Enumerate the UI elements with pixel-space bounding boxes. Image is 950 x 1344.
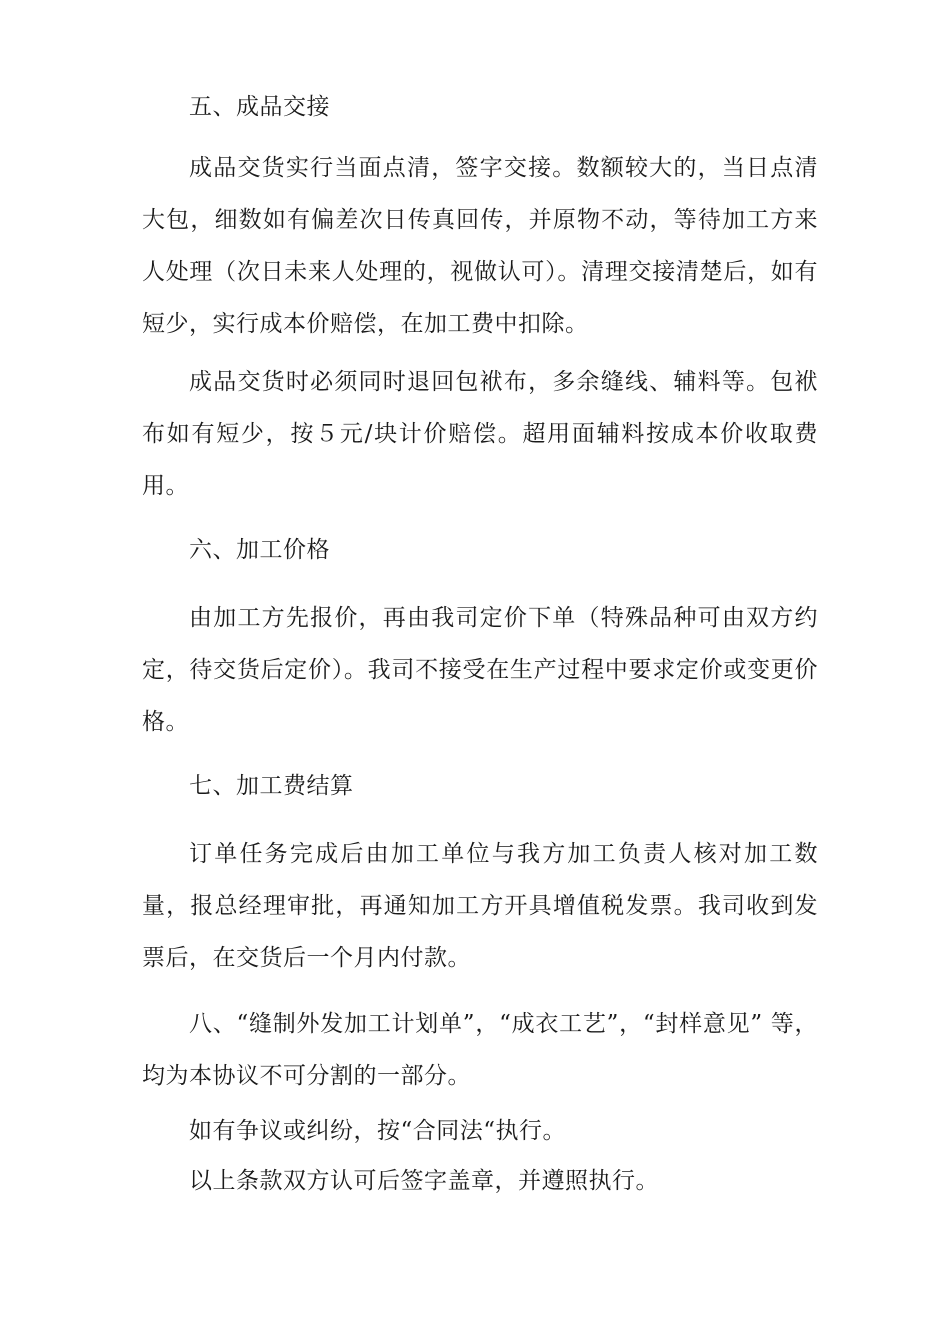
paragraph-clause-eight: 八、“缝制外发加工计划单”，“成衣工艺”，“封样意见” 等，均为本协议不可分割的一部分。 xyxy=(142,1011,818,1089)
paragraph-processing-price: 由加工方先报价，再由我司定价下单（特殊品种可由双方约定，待交货后定价）。我司不接受在生产过程中要求定价或变更价格。 xyxy=(142,605,818,735)
paragraph-wrapping-cloth-return: 成品交货时必须同时退回包袱布，多余缝线、辅料等。包袱布如有短少，按５元/块计价赔偿。超用面辅料按成本价收取费用。 xyxy=(142,369,818,499)
paragraph-finished-goods-handover: 成品交货实行当面点清，签字交接。数额较大的，当日点清大包，细数如有偏差次日传真回传，并原物不动，等待加工方来人处理（次日未来人处理的，视做认可）。清理交接清楚后，如有 短少，实行成本价赔偿，在加工费中扣除。 xyxy=(142,155,818,337)
closing-line: 以上条款双方认可后签字盖章，并遵照执行。 xyxy=(189,1168,659,1194)
section-heading-6: 六、加工价格 xyxy=(189,537,330,563)
paragraph-fee-settlement: 订单任务完成后由加工单位与我方加工负责人核对加工数量，报总经理审批，再通知加工方开具增值税发票。我司收到发票后，在交货后一个月内付款。 xyxy=(142,841,818,971)
dispute-line: 如有争议或纠纷，按“合同法“执行。 xyxy=(189,1118,567,1144)
section-heading-5: 五、成品交接 xyxy=(189,94,330,120)
section-heading-7: 七、加工费结算 xyxy=(189,773,354,799)
